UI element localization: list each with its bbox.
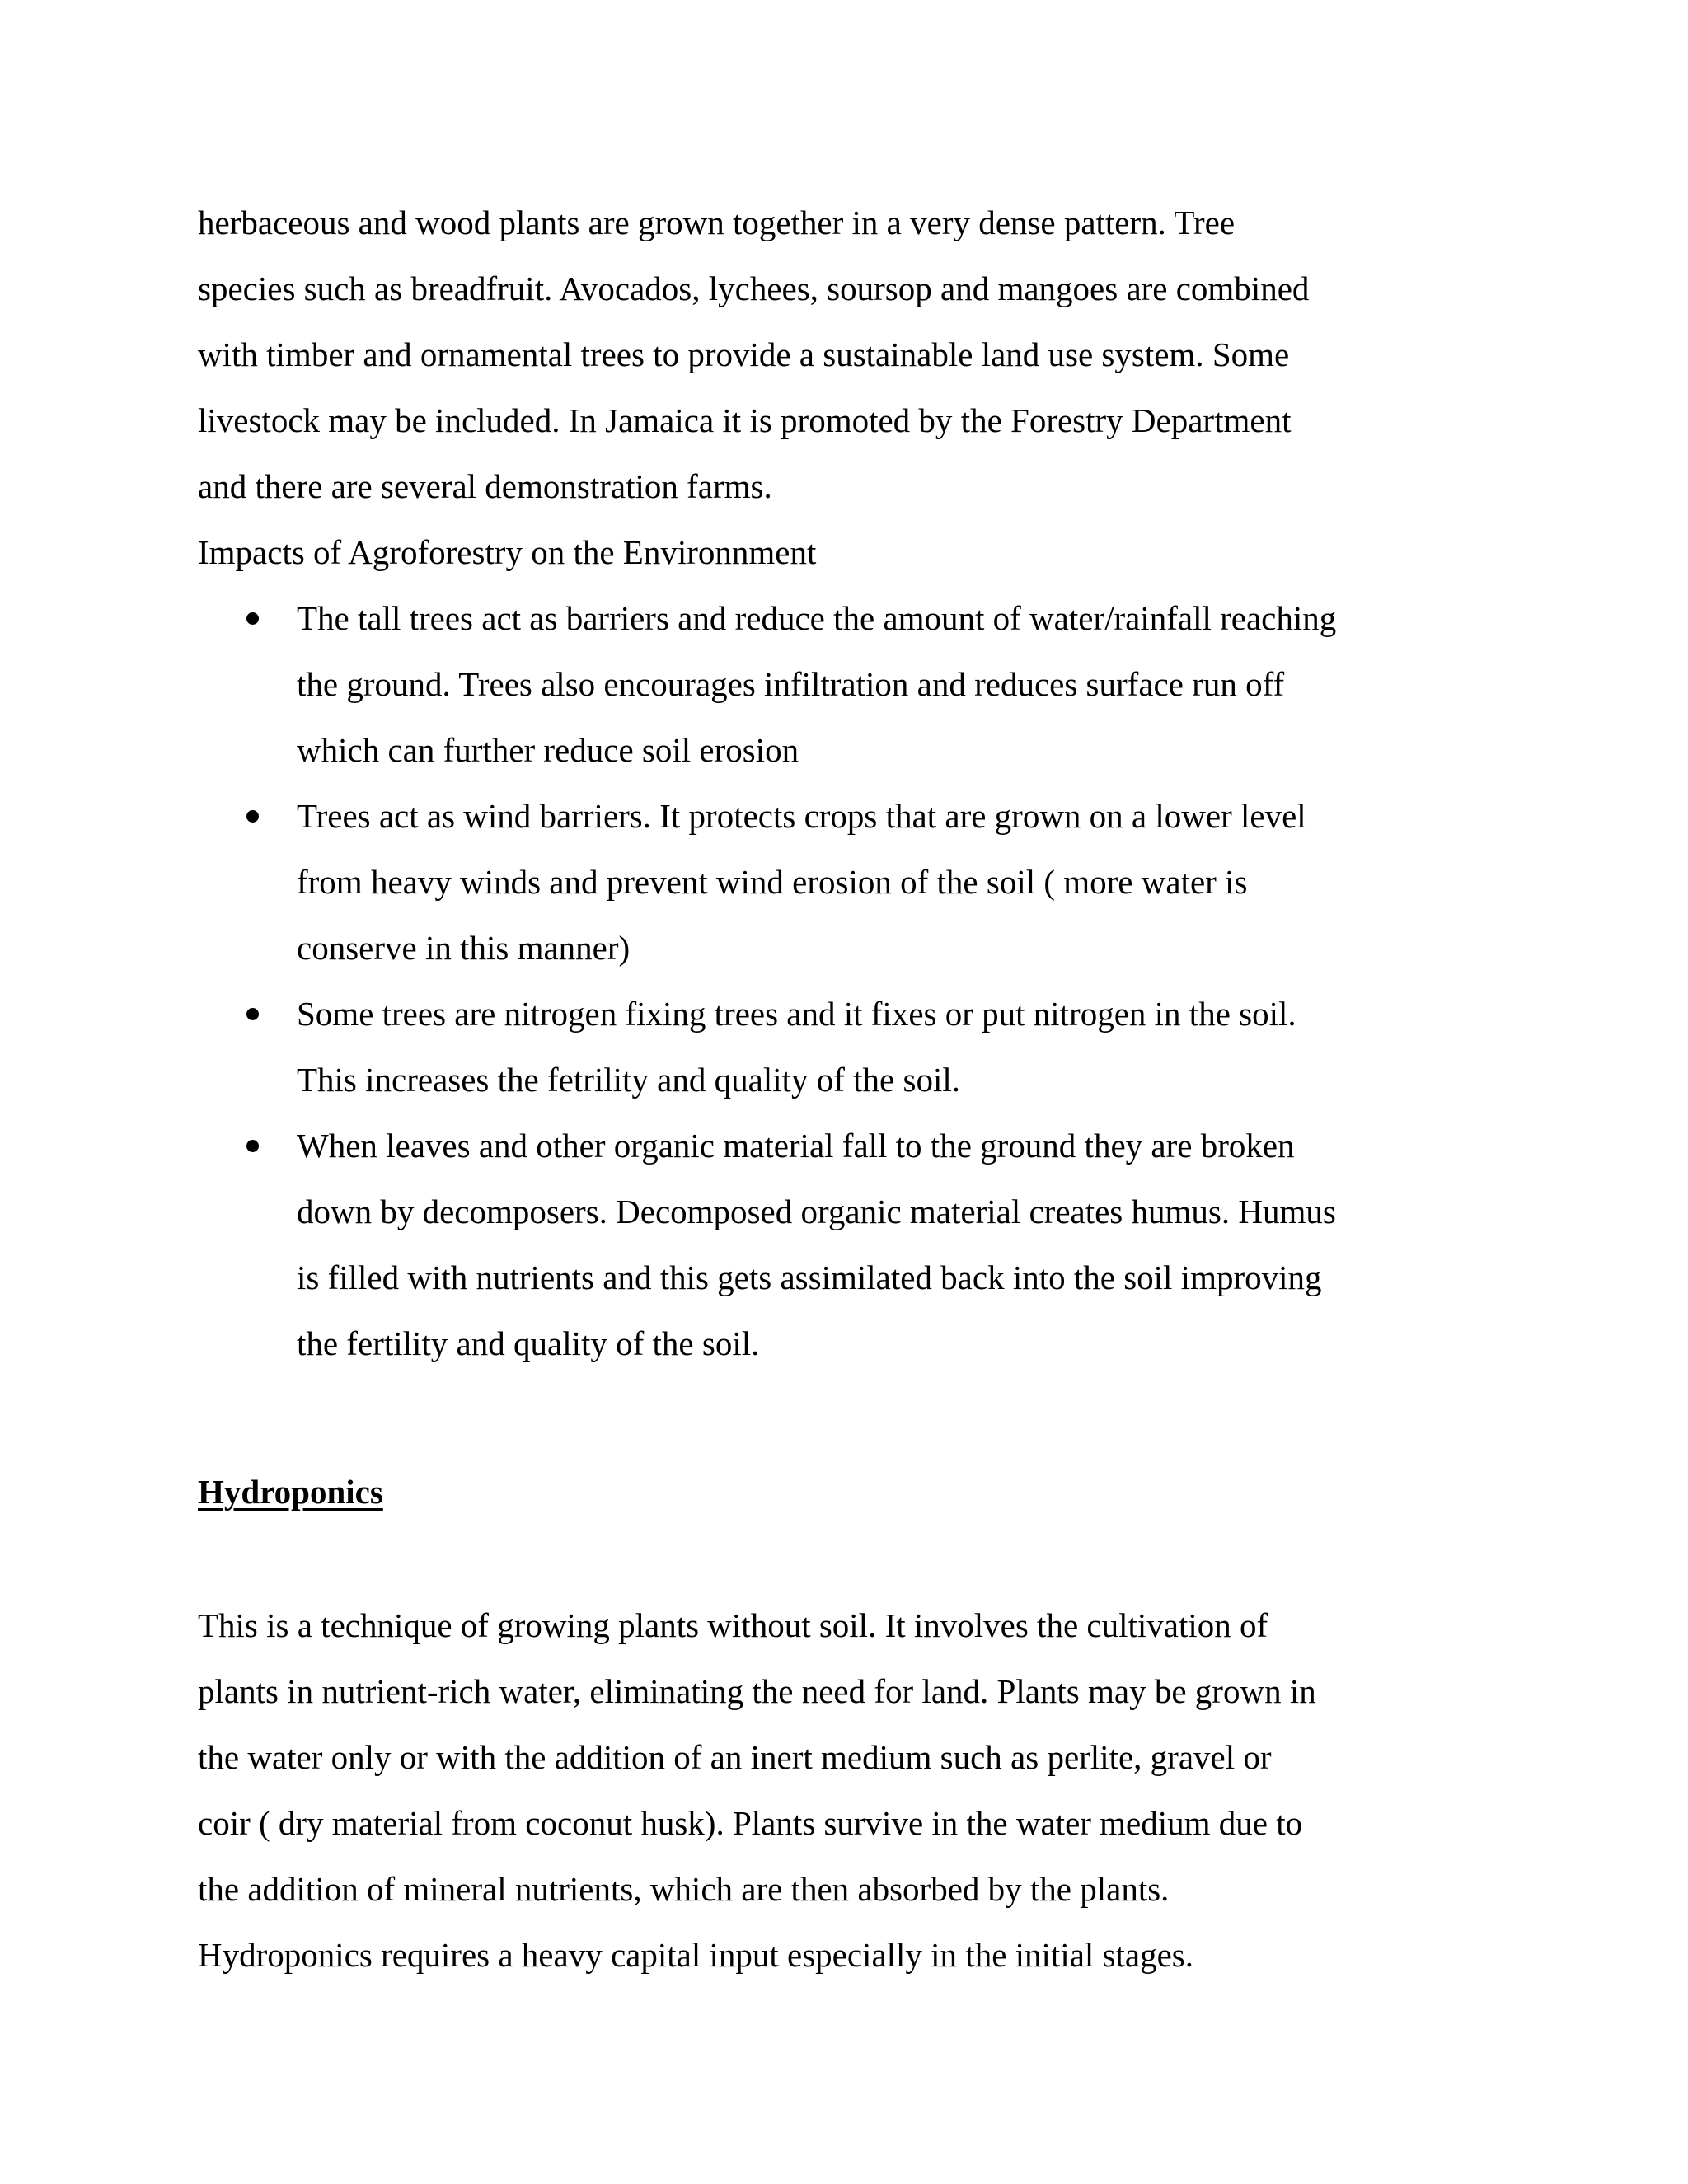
section-spacer [198, 1376, 1500, 1459]
text-line: coir ( dry material from coconut husk). Plants survive in the water medium due to [198, 1804, 1303, 1842]
text-line: and there are several demonstration farms. [198, 467, 772, 505]
bullet-dot-icon [246, 1140, 259, 1152]
text-line: This is a technique of growing plants without soil. It involves the cultivation of [198, 1606, 1268, 1644]
bullet-dot-icon [246, 612, 259, 625]
text-line: Hydroponics requires a heavy capital input especially in the initial stages. [198, 1936, 1193, 1974]
text-line: Some trees are nitrogen fixing trees and it fixes or put nitrogen in the soil. [297, 995, 1296, 1033]
text-line: which can further reduce soil erosion [297, 731, 799, 769]
text-line: is filled with nutrients and this gets assimilated back into the soil improving [297, 1258, 1322, 1296]
list-item [198, 783, 1500, 981]
list-item [198, 981, 1500, 1113]
text-line: This increases the fetrility and quality of the soil. [297, 1061, 960, 1099]
impacts-list [198, 585, 1500, 1376]
text-line: plants in nutrient-rich water, eliminating the need for land. Plants may be grown in [198, 1672, 1316, 1710]
bullet-dot-icon [246, 810, 259, 823]
list-item [198, 1113, 1500, 1376]
text-line: the addition of mineral nutrients, which are then absorbed by the plants. [198, 1870, 1170, 1908]
text-line: with timber and ornamental trees to provide a sustainable land use system. Some [198, 335, 1290, 373]
text-line: down by decomposers. Decomposed organic material creates humus. Humus [297, 1193, 1336, 1230]
bullet-dot-icon [246, 1008, 259, 1020]
text-line: When leaves and other organic material fall to the ground they are broken [297, 1127, 1295, 1165]
section-spacer [198, 1525, 1500, 1592]
text-line: the ground. Trees also encourages infiltration and reduces surface run off [297, 665, 1285, 703]
hydroponics-paragraph [198, 1592, 1500, 1988]
text-line: livestock may be included. In Jamaica it is promoted by the Forestry Department [198, 401, 1292, 439]
intro-paragraph [198, 190, 1500, 519]
text-line: The tall trees act as barriers and reduce the amount of water/rainfall reaching [297, 599, 1337, 637]
text-line: Trees act as wind barriers. It protects crops that are grown on a lower level [297, 797, 1306, 835]
document-page [198, 190, 1500, 1988]
text-line: conserve in this manner) [297, 929, 631, 967]
text-line: from heavy winds and prevent wind erosion of the soil ( more water is [297, 863, 1248, 901]
list-item [198, 585, 1500, 783]
hydroponics-heading: Hydroponics [198, 1473, 383, 1511]
text-line: the water only or with the addition of an inert medium such as perlite, gravel or [198, 1738, 1272, 1776]
text-line: species such as breadfruit. Avocados, lychees, soursop and mangoes are combined [198, 269, 1310, 307]
text-line: the fertility and quality of the soil. [297, 1324, 760, 1362]
text-line: herbaceous and wood plants are grown together in a very dense pattern. Tree [198, 204, 1236, 241]
impacts-title: Impacts of Agroforestry on the Environnment [198, 533, 817, 571]
